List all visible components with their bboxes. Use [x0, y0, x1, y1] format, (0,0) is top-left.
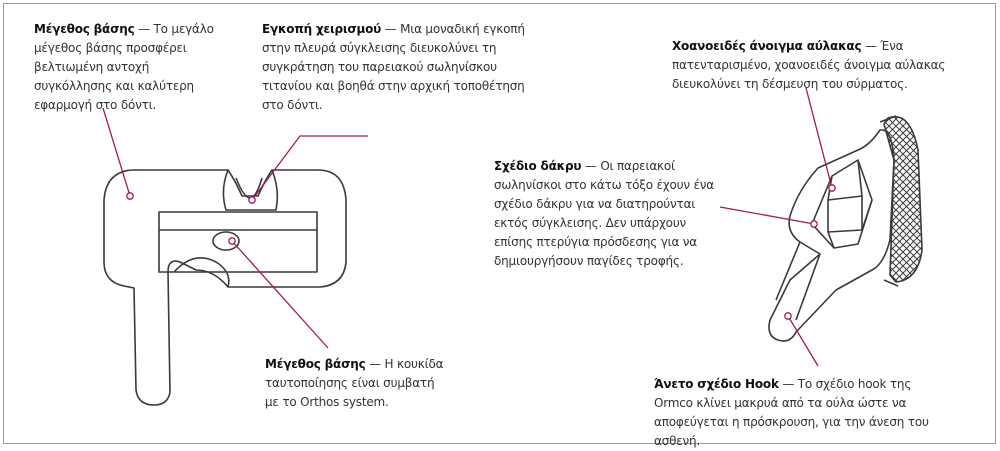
buccal-tube-side-view — [769, 116, 922, 341]
leader-base-dot — [232, 241, 328, 348]
callout-description: Μια μοναδική εγκοπή στην πλευρά σύγκλεισης διευκολύνει τη συγκράτηση του παρειακού σωληνίσκου τιτανίου και βοηθά στην αρχική τοποθέτηση στο δόντι. — [262, 22, 525, 112]
endpoint-teardrop — [811, 221, 817, 227]
callout-description: Το σχέδιο hook της Ormco κλίνει μακρυά από τα ούλα ώστε να αποφεύγεται η πρόσκρουση, για την άνεση του ασθενή. — [654, 377, 929, 448]
leader-notch — [252, 136, 368, 200]
callout-hook-design — [654, 375, 929, 451]
leader-teardrop — [720, 207, 814, 224]
leader-funnel — [806, 88, 832, 188]
callout-description: Η κουκίδα ταυτοποίησης είναι συμβατή με το Orthos system. — [265, 357, 444, 409]
endpoint-hook — [785, 313, 791, 319]
callout-dash: — — [581, 159, 601, 173]
callout-description: Ένα πατενταρισμένο, χοανοειδές άνοιγμα αύλακας διευκολύνει τη δέσμευση του σύρματος. — [672, 39, 946, 91]
funnel-slot-outer — [812, 160, 872, 248]
callout-base-size-top — [34, 20, 229, 115]
endpoint-base-top — [127, 193, 133, 199]
funnel-lines — [828, 160, 872, 248]
callout-dash: — — [861, 39, 881, 53]
endpoint-notch — [249, 197, 255, 203]
callout-funnel-slot — [672, 37, 962, 94]
callout-title: Μέγεθος βάσης — [34, 22, 135, 36]
side-mesh-pad — [884, 117, 922, 282]
leader-lines — [103, 88, 832, 366]
callout-title: Άνετο σχέδιο Hook — [654, 377, 779, 391]
side-tube-body — [769, 130, 894, 341]
callout-dash: — — [365, 357, 385, 371]
callout-description: Οι παρειακοί σωληνίσκοι στο κάτω τόξο έχουν ένα σχέδιο δάκρυ για να διατηρούνται εκτός σύγκλεισης. Δεν υπάρχουν επίσης πτερύγια πρόσδεσης για να δημιουργήσουν παγίδες τροφής. — [494, 159, 715, 268]
leader-endpoints — [127, 185, 835, 319]
callout-title: Εγκοπή χειρισμού — [262, 22, 382, 36]
callout-dash: — — [134, 22, 154, 36]
callout-dash: — — [381, 22, 401, 36]
callout-handling-notch — [262, 20, 527, 115]
leader-base-top — [103, 108, 130, 196]
callout-title: Χοανοειδές άνοιγμα αύλακας — [672, 39, 862, 53]
callout-dash: — — [778, 377, 798, 391]
hook-side — [776, 242, 820, 320]
callout-title: Μέγεθος βάσης — [265, 357, 366, 371]
endpoint-funnel — [829, 185, 835, 191]
callout-description: Το μεγάλο μέγεθος βάσης προσφέρει βελτιωμένη αντοχή συγκόλλησης και καλύτερη εφαρμογή στο δόντι. — [34, 22, 214, 112]
callout-title: Σχέδιο δάκρυ — [494, 159, 582, 173]
endpoint-base-dot — [229, 238, 235, 244]
funnel-slot-inner — [828, 196, 862, 232]
callout-teardrop-design — [494, 157, 714, 271]
callout-base-size-dot — [265, 355, 445, 412]
